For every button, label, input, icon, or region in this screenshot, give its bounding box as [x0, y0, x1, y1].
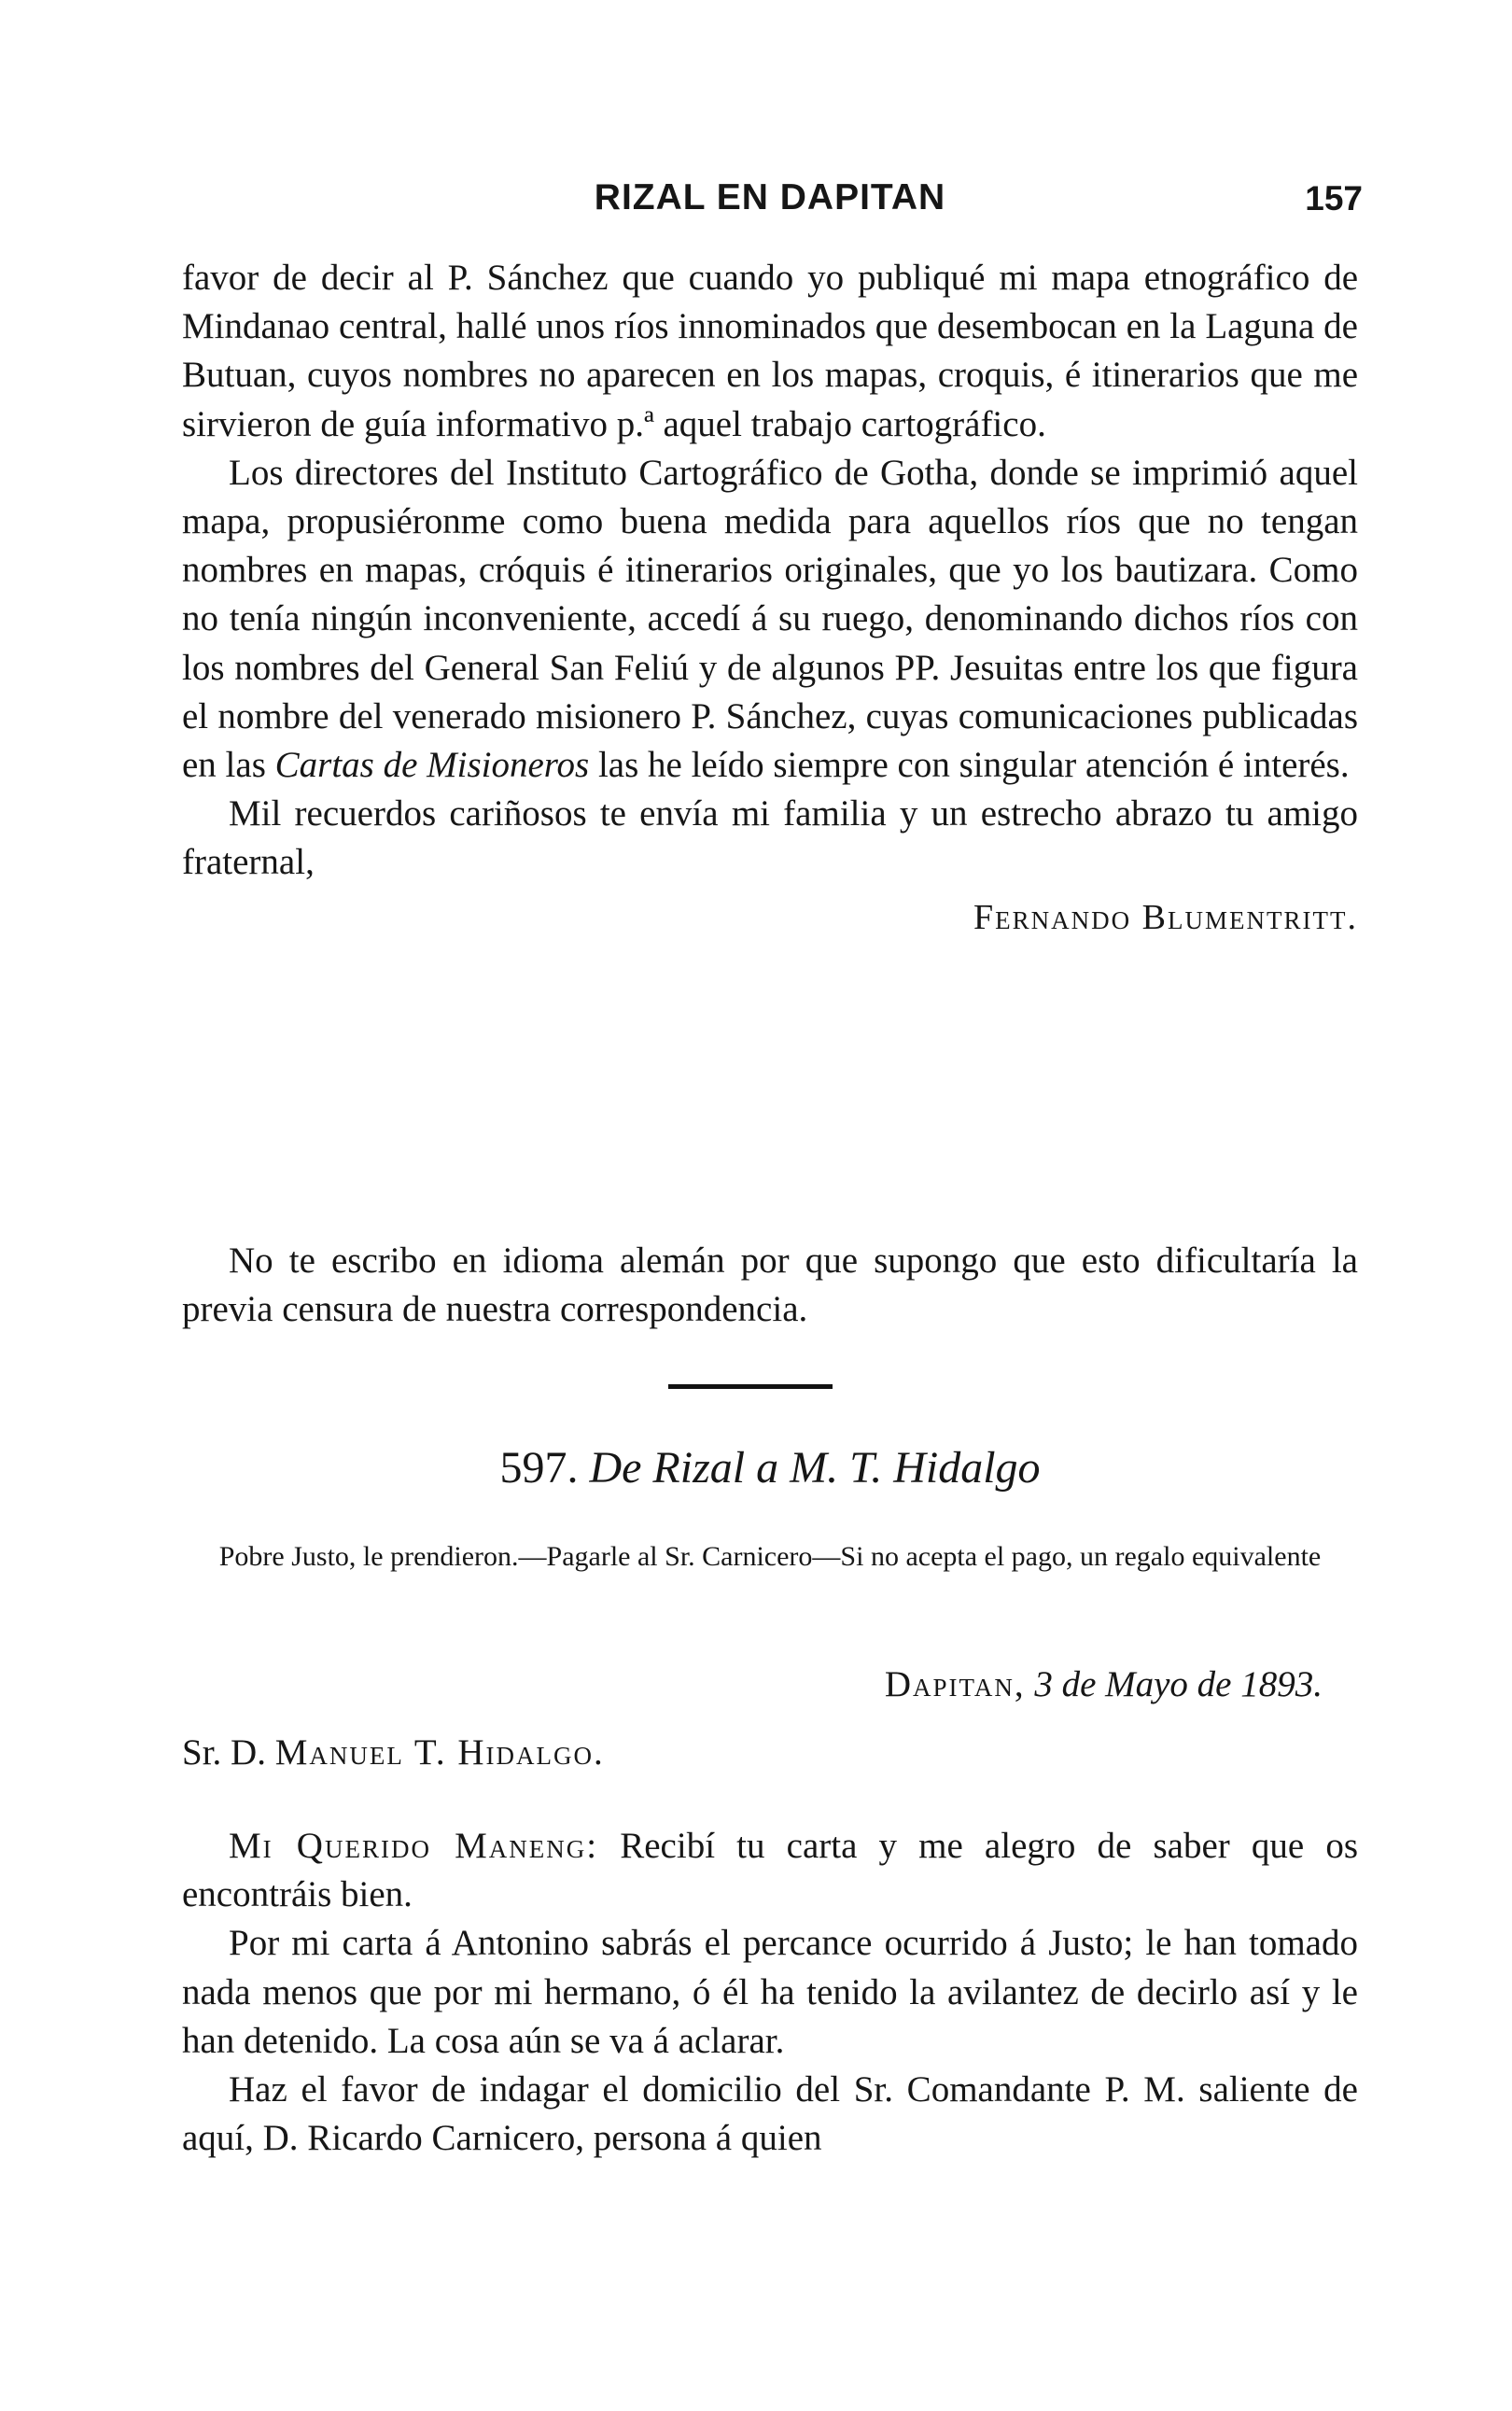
postscript: [182, 1237, 1358, 1334]
postscript-text: No te escribo en idioma alemán por que supongo que esto dificultaría la previa censura de nuestra correspondencia.: [182, 1241, 1358, 1330]
paragraph: Por mi carta á Antonino sabrás el percance ocurrido á Justo; le han tomado nada menos que por mi hermano, ó él ha tenido la avilantez de decirlo así y le han detenido. La cosa aún se va á aclarar.: [182, 1923, 1358, 2061]
dateline-date: 3 de Mayo de 1893.: [1034, 1664, 1323, 1704]
letter-title: De Rizal a M. T. Hidalgo: [589, 1443, 1041, 1493]
signature: Fernando Blumentritt.: [973, 897, 1358, 937]
paragraph: Haz el favor de indagar el domicilio del Sr. Comandante P. M. saliente de aquí, D. Ricardo Carnicero, persona á quien: [182, 2069, 1358, 2159]
letter-heading: [177, 1442, 1363, 1493]
paragraph: favor de decir al P. Sánchez que cuando yo publiqué mi mapa etnográfico de Mindanao central, hallé unos ríos innominados que desembocan en la Laguna de Butuan, cuyos nombres no aparecen en los mapas, croquis, é itinerarios que me sirvieron de guía informativo p.ª aquel trabajo cartográfico.: [182, 258, 1358, 444]
salutation: Mi Querido Maneng:: [229, 1826, 599, 1866]
paragraph: [182, 1822, 1358, 1919]
letter-continuation: [182, 254, 1358, 942]
paragraph-text: Los directores del Instituto Cartográfico de Gotha, donde se imprimió aquel mapa, propusiéronme como buena medida para aquellos ríos que no tengan nombres en mapas, cróquis é itinerarios originales, que yo los bautizara. Como no tenía ningún inconveniente, accedí á su ruego, denominando dichos ríos con los nombres del General San Feliú y de algunos PP. Jesuitas entre los que figura el nombre del venerado misionero P. Sánchez, cuyas comunicaciones publicadas en las: [182, 452, 1358, 786]
section-divider: [668, 1384, 833, 1389]
recipient: [182, 1731, 605, 1773]
letter-number: 597.: [499, 1443, 579, 1493]
running-title: RIZAL EN DAPITAN: [594, 177, 946, 217]
recipient-prefix: Sr. D.: [182, 1732, 266, 1773]
letter-summary: Pobre Justo, le prendieron.—Pagarle al Sr. Carnicero—Si no acepta el pago, un regalo equivalente: [218, 1541, 1322, 1572]
letter-body: [182, 1822, 1358, 2163]
paragraph-text: las he leído siempre con singular atención é interés.: [589, 745, 1350, 786]
paragraph: [182, 449, 1358, 790]
dateline-place: Dapitan,: [884, 1664, 1026, 1704]
closing-paragraph: Mil recuerdos cariñosos te envía mi familia y un estrecho abrazo tu amigo fraternal,: [182, 793, 1358, 883]
recipient-name: Manuel T. Hidalgo.: [274, 1732, 605, 1773]
publication-title: Cartas de Misioneros: [274, 745, 590, 786]
page-number: 157: [1305, 179, 1363, 217]
page-header: [177, 177, 1363, 230]
paragraph-text: Recibí tu carta y me alegro de saber que os encontráis bien.: [182, 1826, 1358, 1915]
dateline: [182, 1663, 1323, 1705]
